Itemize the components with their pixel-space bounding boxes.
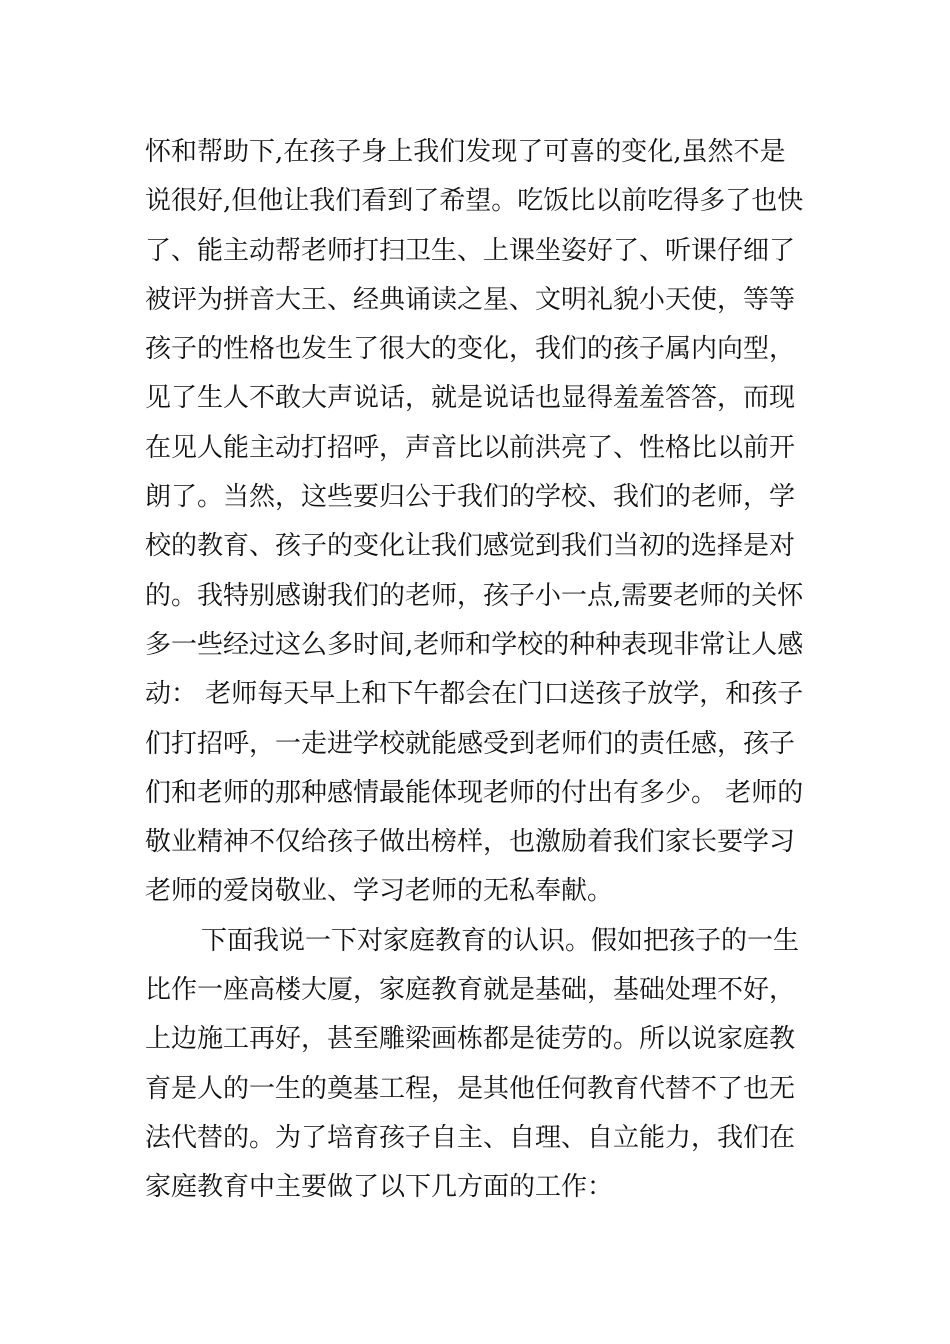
text-line: 动： 老师每天早上和下午都会在门口送孩子放学，和孩子 [145,679,804,710]
text-line: 上边施工再好，甚至雕梁画栋都是徒劳的。所以说家庭教 [145,1024,796,1055]
text-line: 多一些经过这么多时间,老师和学校的种种表现非常让人感 [145,629,804,660]
text-line: 家庭教育中主要做了以下几方面的工作： [145,1172,614,1203]
text-line: 们打招呼，一走进学校就能感受到老师们的责任感，孩子 [145,728,796,759]
text-line: 在见人能主动打招呼，声音比以前洪亮了、性格比以前开 [145,432,796,463]
text-line: 育是人的一生的奠基工程，是其他任何教育代替不了也无 [145,1073,796,1104]
text-line: 被评为拼音大王、经典诵读之星、文明礼貌小天使，等等 [145,284,796,315]
text-line: 老师的爱岗敬业、学习老师的无私奉献。 [145,876,614,907]
text-line: 见了生人不敢大声说话，就是说话也显得羞羞答答，而现 [145,383,796,414]
text-line: 朗了。当然，这些要归公于我们的学校、我们的老师，学 [145,482,796,513]
text-line: 校的教育、孩子的变化让我们感觉到我们当初的选择是对 [145,531,796,562]
text-line: 法代替的。为了培育孩子自主、自理、自立能力，我们在 [145,1122,796,1153]
text-line: 怀和帮助下,在孩子身上我们发现了可喜的变化,虽然不是 [145,137,786,167]
text-line: 说很好,但他让我们看到了希望。吃饭比以前吃得多了也快 [145,186,804,217]
text-line: 们和老师的那种感情最能体现老师的付出有多少。 老师的 [145,777,804,808]
body-text [145,128,810,1213]
text-line: 了、能主动帮老师打扫卫生、上课坐姿好了、听课仔细了 [145,235,796,266]
text-line: 孩子的性格也发生了很大的变化，我们的孩子属内向型， [145,334,796,365]
text-line: 敬业精神不仅给孩子做出榜样，也激励着我们家长要学习 [145,827,796,858]
text-line: 的。我特别感谢我们的老师，孩子小一点,需要老师的关怀 [145,580,804,611]
paragraph-start-line: 下面我说一下对家庭教育的认识。假如把孩子的一生 [201,925,800,956]
text-line: 比作一座高楼大厦，家庭教育就是基础，基础处理不好， [145,975,796,1006]
